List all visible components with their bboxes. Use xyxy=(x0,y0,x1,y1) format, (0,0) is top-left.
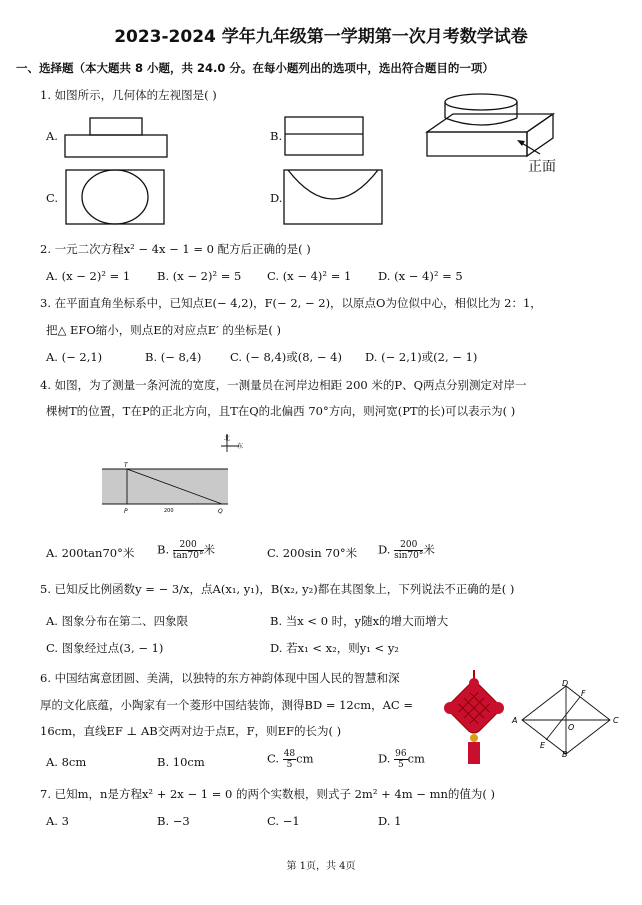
q6-option-d[interactable]: D. $\frac{96}{5}$ cm xyxy=(378,749,425,770)
q7-option-c[interactable]: C. −1 xyxy=(267,814,300,828)
q4-option-b[interactable]: B. $\frac{200}{\tan 70^\circ}$ 米 xyxy=(157,540,215,561)
q3-option-a[interactable]: A. (− 2,1) xyxy=(46,350,103,364)
q4-option-d[interactable]: D. $\frac{200}{\sin 70^\circ}$ 米 xyxy=(378,540,435,561)
q2-stem: 2. 一元二次方程x² − 4x − 1 = 0 配方后正确的是( ) xyxy=(40,242,311,256)
q4-point-t: T xyxy=(124,462,128,469)
q2-option-b[interactable]: B. (x − 2)² = 5 xyxy=(157,269,242,283)
q5-option-c[interactable]: C. 图象经过点(3, − 1) xyxy=(46,641,164,655)
q2-option-a[interactable]: A. (x − 2)² = 1 xyxy=(46,269,131,283)
q4-option-a[interactable]: A. 200tan70°米 xyxy=(46,546,135,560)
section-heading: 一、选择题（本大题共 8 小题，共 24.0 分。在每小题列出的选项中，选出符合题目的一项） xyxy=(16,61,494,75)
q1-stem: 1. 如图所示，几何体的左视图是( ) xyxy=(40,88,217,102)
page-title: 2023-2024 学年九年级第一学期第一次月考数学试卷 xyxy=(114,27,528,47)
q3-option-c[interactable]: C. (− 8,4)或(8, − 4) xyxy=(230,350,342,364)
q6-stem-line2: 厚的文化底蕴，小陶家有一个菱形中国结装饰，测得BD = 12cm，AC = xyxy=(40,698,413,712)
q1-option-a[interactable]: A. xyxy=(46,129,58,143)
q3-option-d[interactable]: D. (− 2,1)或(2, − 1) xyxy=(365,350,478,364)
q4-distance-label: 200 xyxy=(164,508,174,514)
q4-east-label: 东 xyxy=(237,443,243,450)
q6-point-b: B xyxy=(562,750,568,759)
q3-stem-line1: 3. 在平面直角坐标系中，已知点E(− 4,2)，F(− 2, − 2)，以原点O为位似中心，相似比为 2：1， xyxy=(40,296,542,310)
q1-figure-d xyxy=(278,166,388,228)
q5-stem: 5. 已知反比例函数y = − 3/x，点A(x₁, y₁)，B(x₂, y₂)都在其图象上，下列说法不正确的是( ) xyxy=(40,582,515,596)
q6-point-o: O xyxy=(568,723,575,732)
q2-option-d[interactable]: D. (x − 4)² = 5 xyxy=(378,269,463,283)
q4-option-b-fraction: $\frac{200}{\tan 70^\circ}$ xyxy=(172,540,204,561)
q1-option-c[interactable]: C. xyxy=(46,191,59,205)
q6-point-e: E xyxy=(540,741,546,750)
q1-figure-a xyxy=(60,110,170,160)
q4-option-d-fraction: $\frac{200}{\sin 70^\circ}$ xyxy=(394,540,424,561)
q6-option-d-fraction: $\frac{96}{5}$ xyxy=(395,749,407,770)
q4-stem-line1: 4. 如图，为了测量一条河流的宽度，一测量员在河岸边相距 200 米的P、Q两点分别测定对岸一 xyxy=(40,378,527,392)
q4-north-label: 北 xyxy=(224,435,231,442)
q1-figure-b xyxy=(280,112,370,162)
q6-point-d: D xyxy=(562,680,569,688)
q2-option-c[interactable]: C. (x − 4)² = 1 xyxy=(267,269,352,283)
q1-option-d[interactable]: D. xyxy=(270,191,283,205)
q6-option-a[interactable]: A. 8cm xyxy=(46,755,87,769)
q6-stem-line3: 16cm，直线EF ⊥ AB交两对边于点E，F，则EF的长为( ) xyxy=(40,724,342,738)
q4-point-p: P xyxy=(124,508,128,515)
q1-option-b[interactable]: B. xyxy=(270,129,283,143)
q7-stem: 7. 已知m，n是方程x² + 2x − 1 = 0 的两个实数根，则式子 2m² + 4m − mn的值为( ) xyxy=(40,787,496,801)
q7-option-d[interactable]: D. 1 xyxy=(378,814,402,828)
chinese-knot-image xyxy=(440,668,510,768)
q1-front-label: 正面 xyxy=(528,159,556,175)
q4-stem-line2: 棵树T的位置，T在P的正北方向，且T在Q的北偏西 70°方向，则河宽(PT的长)可以表示为( ) xyxy=(46,404,516,418)
q6-option-c-fraction: $\frac{48}{5}$ xyxy=(283,749,296,770)
q6-point-a: A xyxy=(512,716,518,725)
q5-option-b[interactable]: B. 当x < 0 时，y随x的增大而增大 xyxy=(270,614,449,628)
q6-point-c: C xyxy=(613,716,619,725)
page-footer: 第 1页，共 4页 xyxy=(286,861,356,872)
q6-rhombus-figure xyxy=(510,680,622,762)
q6-option-b[interactable]: B. 10cm xyxy=(157,755,205,769)
q3-option-b[interactable]: B. (− 8,4) xyxy=(145,350,202,364)
q7-option-b[interactable]: B. −3 xyxy=(157,814,190,828)
q4-point-q: Q xyxy=(218,508,223,515)
q4-option-c[interactable]: C. 200sin 70°米 xyxy=(267,546,358,560)
q6-stem-line1: 6. 中国结寓意团圆、美满，以独特的东方神韵体现中国人民的智慧和深 xyxy=(40,671,400,685)
q6-point-f: F xyxy=(581,689,586,698)
q4-river-figure xyxy=(98,432,243,524)
q6-option-c[interactable]: C. $\frac{48}{5}$ cm xyxy=(267,749,314,770)
q3-stem-line2: 把△ EFO缩小，则点E的对应点E′ 的坐标是( ) xyxy=(46,323,281,337)
q1-figure-c xyxy=(60,166,170,228)
q5-option-d[interactable]: D. 若x₁ < x₂，则y₁ < y₂ xyxy=(270,641,399,655)
q5-option-a[interactable]: A. 图象分布在第二、四象限 xyxy=(46,614,189,628)
q7-option-a[interactable]: A. 3 xyxy=(46,814,69,828)
